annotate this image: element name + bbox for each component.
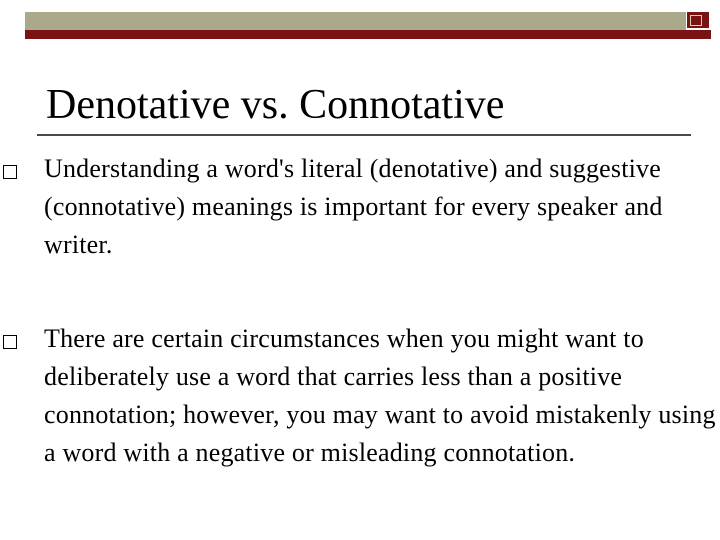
corner-square-inner-decoration	[690, 15, 702, 26]
header-bar-olive	[25, 12, 686, 30]
bullet-text: Understanding a word's literal (denotative) and suggestive (connotative) meanings is important for every speaker and writer.	[44, 154, 663, 259]
slide-title: Denotative vs. Connotative	[46, 82, 505, 128]
hollow-square-bullet-icon	[3, 335, 17, 349]
bullet-text: There are certain circumstances when you might want to deliberately use a word that carries less than a positive connotation; however, you may want to avoid mistakenly using a word with a negative or misleading connotation.	[44, 324, 716, 467]
header-bar-maroon	[25, 30, 711, 39]
title-underline-divider	[37, 134, 691, 136]
hollow-square-bullet-icon	[3, 165, 17, 179]
